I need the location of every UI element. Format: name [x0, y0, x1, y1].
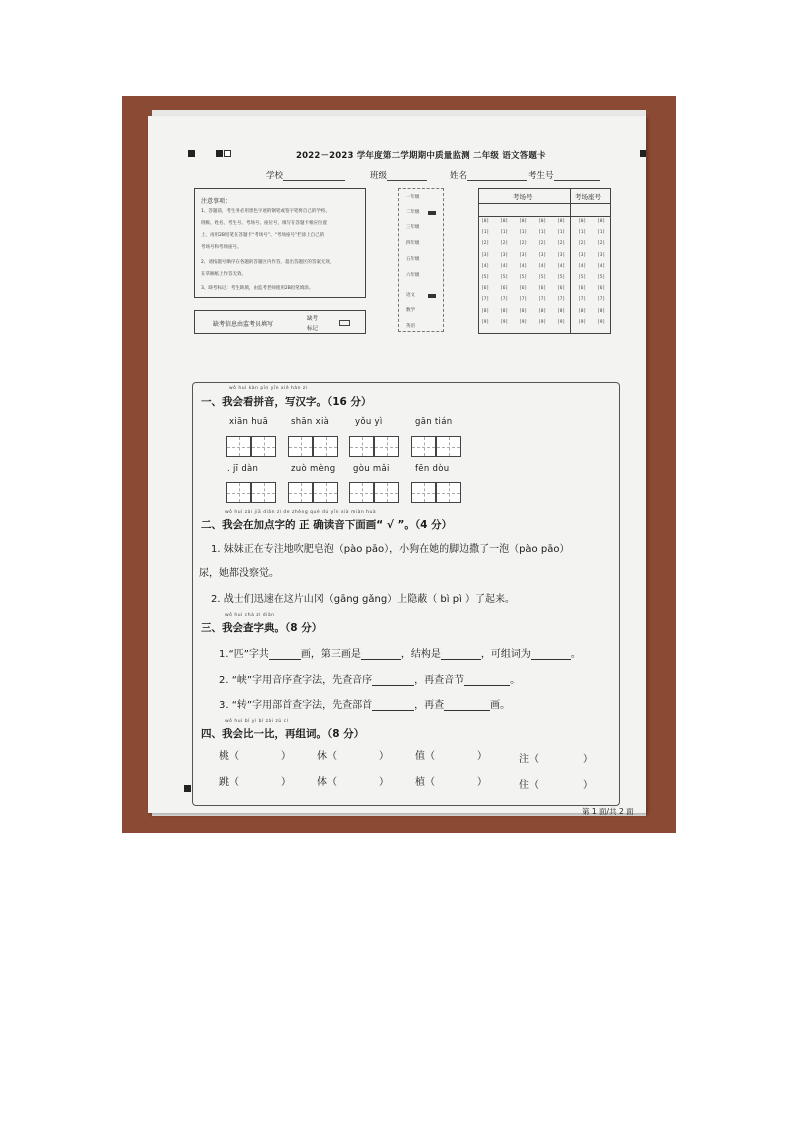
- answer-blank[interactable]: [444, 701, 490, 711]
- digit-bubble[interactable]: [0]: [519, 219, 528, 224]
- digit-bubble[interactable]: [2]: [578, 241, 587, 247]
- digit-bubble[interactable]: [9]: [519, 319, 528, 325]
- digit-bubble[interactable]: [3]: [538, 252, 547, 258]
- writing-box[interactable]: [411, 482, 436, 503]
- digit-bubble[interactable]: [0]: [557, 219, 566, 224]
- q2-title: 二、我会在加点字的 正 确读音下面画“ √ ”。（4 分）: [201, 519, 453, 531]
- q3-text: 画，第三画是: [300, 649, 361, 660]
- notice-box: [194, 188, 366, 298]
- digit-bubble[interactable]: [4]: [597, 263, 606, 269]
- q3-line-2: [219, 671, 520, 686]
- grade-option[interactable]: 一年级: [406, 195, 420, 200]
- q4-close: ）: [477, 751, 487, 762]
- digit-bubble[interactable]: [5]: [538, 275, 547, 280]
- exam-room-table: [478, 188, 611, 334]
- q4-close: ）: [477, 777, 487, 788]
- q4-item[interactable]: 住（: [519, 780, 539, 791]
- writing-box[interactable]: [374, 436, 399, 457]
- writing-box[interactable]: [288, 482, 313, 503]
- digit-bubble[interactable]: [6]: [557, 286, 566, 292]
- q3-text: 。: [510, 675, 521, 686]
- q4-close: ）: [379, 751, 389, 762]
- digit-bubble[interactable]: [4]: [538, 263, 547, 269]
- writing-box[interactable]: [251, 436, 276, 457]
- digit-bubble[interactable]: [3]: [519, 252, 528, 258]
- digit-bubble[interactable]: [6]: [481, 286, 490, 292]
- q3-text: 1.“匹”字共: [219, 649, 269, 660]
- digit-bubble[interactable]: [0]: [597, 219, 606, 224]
- name-label: 姓名: [450, 171, 468, 181]
- q4-item[interactable]: 休（: [317, 751, 337, 762]
- writing-box[interactable]: [313, 482, 338, 503]
- digit-bubble[interactable]: [5]: [519, 275, 528, 280]
- digit-bubble[interactable]: [8]: [481, 308, 490, 314]
- pinyin-label: yǒu yì: [355, 417, 383, 427]
- filled-mark: [428, 211, 436, 215]
- q4-ruby: wǒ huì bǐ yì bǐ zài zǔ cí: [225, 719, 289, 724]
- q4-item[interactable]: 桃（: [219, 751, 239, 762]
- pinyin-label: gòu mǎi: [353, 464, 390, 474]
- q4-item[interactable]: 值（: [415, 751, 435, 762]
- absence-box: [194, 310, 366, 334]
- writing-box[interactable]: [349, 436, 374, 457]
- digit-bubble[interactable]: [7]: [500, 297, 509, 303]
- notice-line: 在草稿纸上作答无效。: [201, 272, 246, 277]
- digit-bubble[interactable]: [1]: [538, 230, 547, 236]
- class-label: 班级: [370, 171, 388, 181]
- corner-marker: [640, 150, 646, 157]
- digit-bubble[interactable]: [9]: [578, 319, 587, 325]
- q3-text: 3. “转”字用部首查字法，先查部首: [219, 700, 373, 711]
- writing-box[interactable]: [349, 482, 374, 503]
- grade-option[interactable]: 六年级: [406, 273, 420, 278]
- digit-bubble[interactable]: [2]: [538, 241, 547, 247]
- absence-checkbox[interactable]: [339, 320, 350, 326]
- digit-bubble[interactable]: [1]: [597, 230, 606, 236]
- writing-box[interactable]: [436, 436, 461, 457]
- q1-ruby: wǒ huì kàn pīn yīn xiě hàn zì: [229, 386, 308, 391]
- q4-close: ）: [583, 754, 593, 765]
- absence-label: 标记: [307, 326, 319, 332]
- q4-item[interactable]: 注（: [519, 754, 539, 765]
- digit-bubble[interactable]: [0]: [578, 219, 587, 224]
- answer-blank[interactable]: [372, 676, 414, 686]
- digit-bubble[interactable]: [9]: [481, 319, 490, 325]
- digit-bubble[interactable]: [5]: [557, 275, 566, 280]
- digit-bubble[interactable]: [1]: [578, 230, 587, 236]
- q4-title: 四、我会比一比，再组词。（8 分）: [201, 728, 365, 740]
- seat-header: 考场座号: [575, 193, 601, 201]
- digit-bubble[interactable]: [8]: [578, 308, 587, 314]
- writing-box[interactable]: [251, 482, 276, 503]
- writing-box[interactable]: [411, 436, 436, 457]
- grade-option[interactable]: 二年级: [406, 210, 420, 215]
- digit-bubble[interactable]: [2]: [519, 241, 528, 247]
- q4-close: ）: [281, 777, 291, 788]
- digit-bubble[interactable]: [3]: [481, 252, 490, 258]
- digit-bubble[interactable]: [7]: [557, 297, 566, 303]
- filled-mark: [428, 294, 436, 298]
- q3-line-1: [219, 645, 581, 660]
- absence-label: 缺考: [307, 316, 319, 322]
- page-title: 2022－2023 学年度第二学期期中质量监测 二年级 语文答题卡: [296, 151, 546, 161]
- digit-bubble[interactable]: [6]: [597, 286, 606, 292]
- school-label: 学校: [266, 171, 284, 181]
- photo-background: [122, 96, 676, 833]
- q4-item[interactable]: 体（: [317, 777, 337, 788]
- digit-bubble[interactable]: [2]: [500, 241, 509, 247]
- subject-option[interactable]: 数学: [406, 308, 415, 313]
- subject-option[interactable]: 语文: [406, 293, 415, 298]
- q3-text: ，可组词为: [480, 649, 531, 660]
- digit-bubble[interactable]: [8]: [597, 308, 606, 314]
- notice-line: 3、缺考标记：考生缺填，由监考老师使用2B铅笔填涂。: [201, 286, 314, 291]
- answer-blank[interactable]: [372, 701, 414, 711]
- school-field[interactable]: [266, 169, 345, 181]
- corner-marker: [216, 150, 223, 157]
- answer-blank[interactable]: [464, 676, 510, 686]
- pinyin-label: xiān huā: [229, 417, 269, 427]
- pinyin-label: fēn dòu: [415, 464, 450, 474]
- digit-bubble[interactable]: [7]: [481, 297, 490, 303]
- writing-box[interactable]: [374, 482, 399, 503]
- q4-close: ）: [583, 780, 593, 791]
- writing-box[interactable]: [313, 436, 338, 457]
- corner-marker: [188, 150, 195, 157]
- digit-bubble[interactable]: [2]: [597, 241, 606, 247]
- digit-bubble[interactable]: [0]: [538, 219, 547, 224]
- answer-blank[interactable]: [531, 650, 571, 660]
- digit-bubble[interactable]: [8]: [519, 308, 528, 314]
- digit-bubble[interactable]: [9]: [538, 319, 547, 325]
- digit-bubble[interactable]: [2]: [557, 241, 566, 247]
- digit-bubble[interactable]: [3]: [597, 252, 606, 258]
- q3-text: 画。: [490, 700, 511, 711]
- digit-bubble[interactable]: [4]: [481, 263, 490, 269]
- name-field[interactable]: [450, 169, 527, 181]
- grade-option[interactable]: 四年级: [406, 241, 420, 246]
- grade-option[interactable]: 三年级: [406, 225, 420, 230]
- writing-box[interactable]: [226, 482, 251, 503]
- digit-bubble[interactable]: [7]: [578, 297, 587, 303]
- answer-blank[interactable]: [441, 650, 481, 660]
- digit-bubble[interactable]: [3]: [500, 252, 509, 258]
- digit-bubble[interactable]: [5]: [578, 275, 587, 280]
- digit-bubble[interactable]: [0]: [500, 219, 509, 224]
- digit-bubble[interactable]: [8]: [538, 308, 547, 314]
- digit-bubble[interactable]: [1]: [500, 230, 509, 236]
- digit-bubble[interactable]: [5]: [481, 275, 490, 280]
- digit-bubble[interactable]: [1]: [481, 230, 490, 236]
- pinyin-label: zuò mèng: [291, 464, 336, 474]
- digit-bubble[interactable]: [9]: [557, 319, 566, 325]
- q1-title: 一、我会看拼音，写汉字。（16 分）: [201, 396, 372, 408]
- digit-bubble[interactable]: [6]: [519, 286, 528, 292]
- notice-line: 考场号和考场座号。: [201, 245, 242, 250]
- digit-bubble[interactable]: [9]: [500, 319, 509, 325]
- pinyin-label: gān tián: [415, 417, 453, 427]
- q3-text: ，再查: [414, 700, 445, 711]
- digit-bubble[interactable]: [9]: [597, 319, 606, 325]
- digit-bubble[interactable]: [4]: [578, 263, 587, 269]
- digit-bubble[interactable]: [8]: [557, 308, 566, 314]
- writing-box[interactable]: [226, 436, 251, 457]
- exam-number-label: 考生号: [528, 171, 554, 181]
- notice-line: 2、请按题号顺序在各题的答题区内作答，超出答题区的答案无效，: [201, 260, 335, 265]
- q2-ruby: wǒ huì zài jiā diǎn zì de zhèng què dú yīn xià miàn huà: [225, 510, 377, 515]
- q3-text: 。: [570, 649, 581, 660]
- digit-bubble[interactable]: [4]: [500, 263, 509, 269]
- q2-sentence-1: 1. 妹妹正在专注地吹肥皂泡（pào pāo），小狗在她的脚边撒了一泡（pào pāo）: [211, 544, 570, 555]
- digit-bubble[interactable]: [5]: [500, 275, 509, 280]
- digit-bubble[interactable]: [4]: [557, 263, 566, 269]
- notice-title: 注意事项：: [201, 198, 232, 205]
- digit-bubble[interactable]: [7]: [597, 297, 606, 303]
- digit-bubble[interactable]: [3]: [557, 252, 566, 258]
- writing-box[interactable]: [436, 482, 461, 503]
- q4-item[interactable]: 跳（: [219, 777, 239, 788]
- exam-number-field[interactable]: [528, 169, 600, 181]
- class-field[interactable]: [370, 169, 427, 181]
- digit-bubble[interactable]: [5]: [597, 275, 606, 280]
- q3-title: 三、我会查字典。（8 分）: [201, 622, 323, 634]
- pinyin-label: shān xià: [291, 417, 330, 427]
- digit-bubble[interactable]: [6]: [538, 286, 547, 292]
- digit-bubble[interactable]: [8]: [500, 308, 509, 314]
- q4-close: ）: [379, 777, 389, 788]
- grade-option[interactable]: 五年级: [406, 257, 420, 262]
- answer-blank[interactable]: [361, 650, 401, 660]
- digit-bubble[interactable]: [7]: [519, 297, 528, 303]
- q3-text: 2. “峡”字用音序查字法，先查音序: [219, 675, 373, 686]
- notice-line: 1、答题前，考生务必用黑色字迹的钢笔或签字笔将自己的学校、: [201, 209, 330, 214]
- writing-box[interactable]: [288, 436, 313, 457]
- notice-line: 班级、姓名、考生号、考场号、座位号，填写在答题卡相应位置: [201, 221, 327, 226]
- digit-bubble[interactable]: [3]: [578, 252, 587, 258]
- digit-bubble[interactable]: [6]: [500, 286, 509, 292]
- q4-close: ）: [281, 751, 291, 762]
- digit-bubble[interactable]: [2]: [481, 241, 490, 247]
- digit-bubble[interactable]: [1]: [557, 230, 566, 236]
- grade-subject-column: [398, 188, 444, 332]
- subject-option[interactable]: 英语: [406, 324, 415, 329]
- digit-bubble[interactable]: [1]: [519, 230, 528, 236]
- questions-area: [192, 382, 620, 806]
- corner-marker: [184, 785, 191, 792]
- notice-line: 上，再用2B铅笔在答题卡“考场号”、“考场座号”栏涂上自己的: [201, 233, 325, 238]
- q2-sentence-2: 2. 战士们迅速在这片山冈（gāng gǎng）上隐蔽（ bì pì ）了起来。: [211, 594, 516, 605]
- corner-marker: [224, 150, 231, 157]
- q2-sentence-1-cont: 尿，她都没察觉。: [199, 568, 279, 579]
- q3-line-3: [219, 696, 510, 711]
- answer-sheet: [148, 116, 646, 816]
- digit-bubble[interactable]: [0]: [481, 219, 490, 224]
- q3-text: ，再查音节: [414, 675, 465, 686]
- digit-bubble[interactable]: [7]: [538, 297, 547, 303]
- q4-item[interactable]: 植（: [415, 777, 435, 788]
- exam-room-header: 考场号: [513, 193, 533, 201]
- q3-ruby: wǒ huì chá zì diǎn: [225, 613, 275, 618]
- page-indicator: 第 1 面/共 2 面: [582, 807, 634, 816]
- pinyin-label: . jī dàn: [227, 464, 259, 474]
- absence-note: 缺考信息由监考员填写: [213, 321, 274, 328]
- answer-blank[interactable]: [269, 650, 301, 660]
- digit-bubble[interactable]: [6]: [578, 286, 587, 292]
- digit-bubble[interactable]: [4]: [519, 263, 528, 269]
- q3-text: ，结构是: [400, 649, 441, 660]
